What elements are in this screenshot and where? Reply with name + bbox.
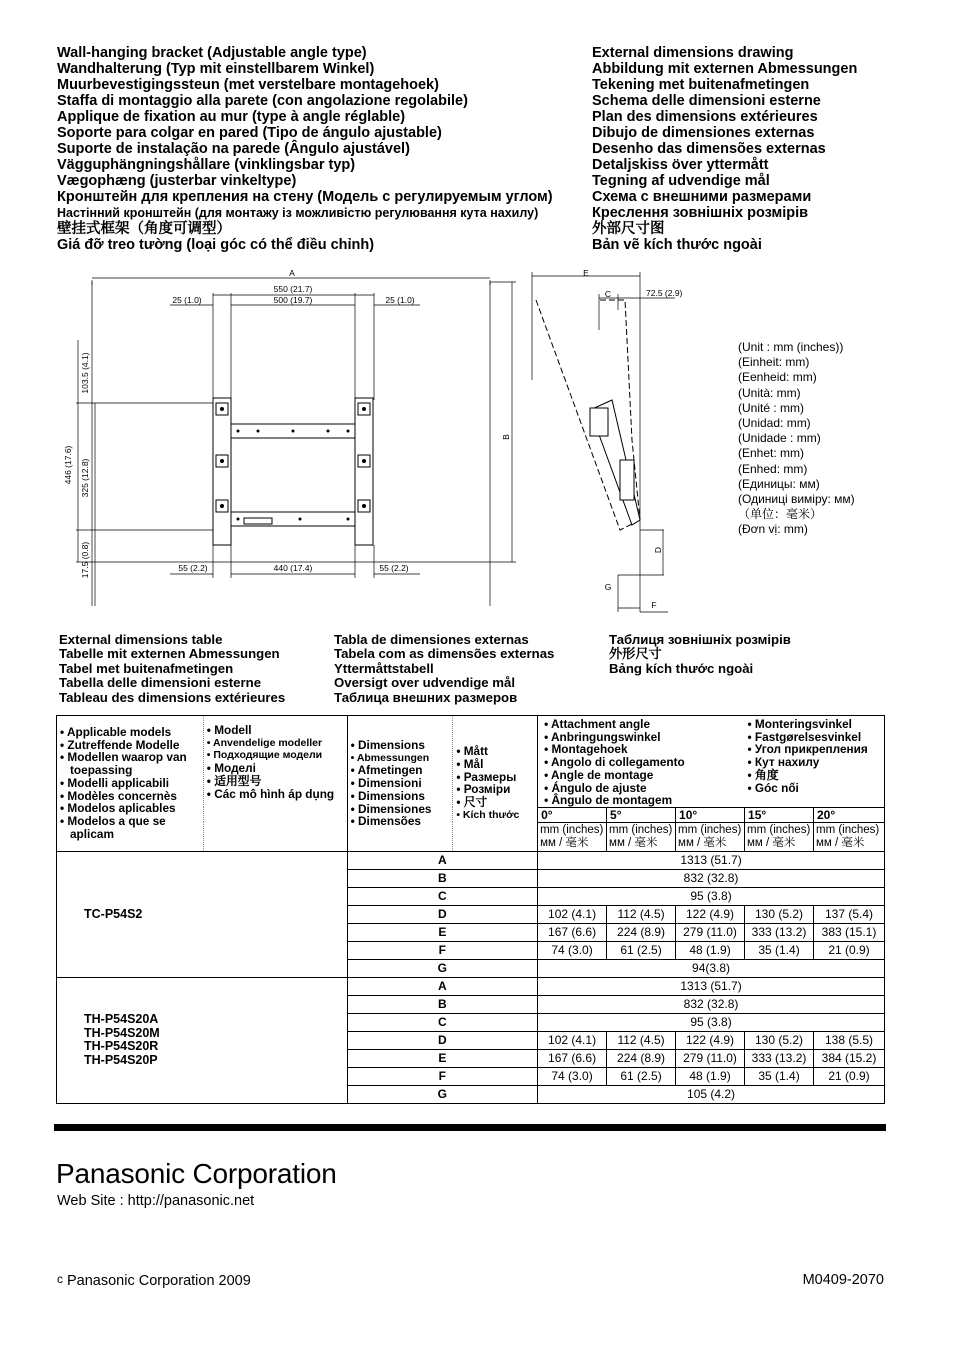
dimension-value: 105 (4.2) <box>538 1085 885 1103</box>
dimension-letter: B <box>347 869 537 887</box>
side-label-72: 72.5 (2.9) <box>646 288 683 298</box>
applicable-list-item: • Modelos aplicables <box>60 801 176 816</box>
title-left-line: Vägguphängningshållare (vinklingsbar typ) <box>57 157 356 173</box>
dim-label-25-left: 25 (1.0) <box>172 295 202 305</box>
dimension-value: 333 (13.2) <box>745 1049 814 1067</box>
dim-list-item: • Abmessungen <box>350 751 430 764</box>
attach-left-item: • Montagehoek <box>544 742 628 757</box>
model-list-item: • Моделі <box>206 761 256 776</box>
ext2-line: Таблица внешних размеров <box>334 689 518 705</box>
title-left-line: Applique de fixation au mur (type à angle réglable) <box>57 109 406 125</box>
dimension-letter: E <box>347 923 537 941</box>
title-right-line: External dimensions drawing <box>592 45 794 61</box>
title-right-line: Креслення зовнішніх розмірів <box>592 205 809 221</box>
applicable-list-item: • Modellen waarop van <box>60 750 187 765</box>
website-text: Web Site : http://panasonic.net <box>57 1193 255 1209</box>
dimension-value: 112 (4.5) <box>607 1031 676 1049</box>
dimension-value: 279 (11.0) <box>676 923 745 941</box>
title-left-line: 壁挂式框架（角度可调型） <box>57 221 231 237</box>
dim-label-325: 325 (12.8) <box>80 458 90 498</box>
dimension-value: 61 (2.5) <box>607 1067 676 1085</box>
attach-right-item: • Fastgørelsesvinkel <box>747 729 862 744</box>
applicable-list-item: aplicam <box>70 826 114 841</box>
model-name: TH-P54S20A <box>84 1012 159 1027</box>
unit-line-2: мм / 毫米 <box>816 836 865 849</box>
dimension-value: 95 (3.8) <box>538 1013 885 1031</box>
dimension-letter: G <box>347 959 537 977</box>
units-line: (Enhet: mm) <box>738 446 805 461</box>
dimension-value: 1313 (51.7) <box>538 977 885 995</box>
attach-right-item: • Кут нахилу <box>747 755 820 770</box>
dimension-value: 48 (1.9) <box>676 941 745 959</box>
model-list-item: • Anvendelige modeller <box>206 736 323 749</box>
ext2-line: Yttermåttstabell <box>334 660 434 676</box>
dimension-value: 102 (4.1) <box>538 905 607 923</box>
dimension-letter: C <box>347 887 537 905</box>
units-line: (Unidade : mm) <box>738 431 821 446</box>
dimension-value: 35 (1.4) <box>745 941 814 959</box>
ext2-line: Tabla de dimensiones externas <box>334 632 529 647</box>
model-list-item: • 适用型号 <box>206 773 262 788</box>
units-line: (Unidad: mm) <box>738 416 811 431</box>
dimension-value: 61 (2.5) <box>607 941 676 959</box>
matt-header <box>453 716 538 852</box>
dim-label-440: 440 (17.4) <box>273 563 313 573</box>
ext1-line: Tabelle mit externen Abmessungen <box>59 646 280 662</box>
dim-label-a: A <box>289 268 295 278</box>
ext3-line: Bảng kích thước ngoài <box>609 660 754 676</box>
unit-cell <box>607 822 676 851</box>
model-name: TH-P54S20M <box>84 1025 160 1040</box>
matt-list-item: • Розміри <box>456 782 511 797</box>
matt-list-item: • Kích thước <box>456 808 520 821</box>
units-line: (Đơn vị: mm) <box>738 522 808 537</box>
dimension-value: 21 (0.9) <box>814 1067 885 1085</box>
side-label-g: G <box>604 582 612 592</box>
title-left-line: Staffa di montaggio alla parete (con angolazione regolabile) <box>57 93 468 109</box>
dimension-letter: E <box>347 1049 537 1067</box>
title-left-line: Кронштейн для крепления на стену (Модель с регулируемым углом) <box>57 189 553 205</box>
applicable-models-header <box>57 716 204 852</box>
units-line: (Unité : mm) <box>738 400 804 415</box>
dimension-value: 130 (5.2) <box>745 905 814 923</box>
matt-list-item: • Размеры <box>456 769 517 784</box>
angle-header-cell: 5° <box>607 807 676 822</box>
angle-header-cell: 10° <box>676 807 745 822</box>
title-right-line: Schema delle dimensioni esterne <box>592 93 821 109</box>
copyright-text: Panasonic Corporation 2009 <box>67 1273 251 1289</box>
dimension-value: 94(3.8) <box>538 959 885 977</box>
dimension-letter: D <box>347 905 537 923</box>
title-right-line: Abbildung mit externen Abmessungen <box>592 61 858 77</box>
unit-line-2: мм / 毫米 <box>747 836 796 849</box>
dimension-value: 384 (15.2) <box>814 1049 885 1067</box>
title-left-line: Muurbevestigingssteun (met verstelbare montagehoek) <box>57 77 439 93</box>
dimension-value: 21 (0.9) <box>814 941 885 959</box>
applicable-list-item: toepassing <box>70 763 133 778</box>
matt-list-item: • Mål <box>456 757 484 772</box>
unit-cell <box>676 822 745 851</box>
brand-logo: Panasonic Corporation <box>56 1158 337 1189</box>
title-left-line: Wandhalterung (Typ mit einstellbarem Winkel) <box>57 61 375 77</box>
title-left-line: Soporte para colgar en pared (Tipo de ángulo ajustable) <box>57 125 442 141</box>
dimension-value: 224 (8.9) <box>607 1049 676 1067</box>
ext2-line: Oversigt over udvendige mål <box>334 675 516 691</box>
title-right-line: Detaljskiss över yttermått <box>592 157 769 173</box>
table-titles-col-3 <box>609 633 791 676</box>
title-block-left <box>57 45 587 253</box>
model-name: TH-P54S20R <box>84 1039 159 1054</box>
unit-cell <box>745 822 814 851</box>
dimension-letter: D <box>347 1031 537 1049</box>
dim-list-item: • Dimensiones <box>350 801 432 816</box>
dim-label-446: 446 (17.6) <box>63 445 73 485</box>
units-line: (Единицы: мм) <box>738 476 820 491</box>
model-name-cell <box>57 977 348 1103</box>
title-right-line: Схема с внешними размерами <box>592 189 812 205</box>
dimension-letter: G <box>347 1085 537 1103</box>
model-list-item: • Modell <box>206 723 252 737</box>
attach-right-item: • Góc nối <box>747 780 799 795</box>
angle-header-cell: 20° <box>814 807 885 822</box>
dim-label-55-left: 55 (2.2) <box>178 563 208 573</box>
applicable-list-item: • Applicable models <box>60 725 172 739</box>
title-block-right <box>592 45 922 253</box>
angle-header-cell: 15° <box>745 807 814 822</box>
applicable-list-item: • Modelli applicabili <box>60 775 170 790</box>
model-name-cell <box>57 851 348 977</box>
ext1-line: Tableau des dimensions extérieures <box>59 689 286 705</box>
dimension-value: 102 (4.1) <box>538 1031 607 1049</box>
units-legend <box>738 340 855 538</box>
attach-right-item: • Monteringsvinkel <box>747 717 852 731</box>
model-header <box>203 716 347 852</box>
ext1-line: Tabella delle dimensioni esterne <box>59 675 262 691</box>
units-line: （单位：毫米） <box>738 507 823 522</box>
unit-line-2: мм / 毫米 <box>678 836 727 849</box>
dim-list-item: • Dimensioni <box>350 776 422 791</box>
dimension-value: 95 (3.8) <box>538 887 885 905</box>
dimension-value: 74 (3.0) <box>538 941 607 959</box>
units-line: (Enhed: mm) <box>738 461 808 476</box>
dim-label-17: 17.5 (0.8) <box>80 541 90 579</box>
dimension-value: 138 (5.5) <box>814 1031 885 1049</box>
units-line: (Einheit: mm) <box>738 355 810 370</box>
unit-line-1: mm (inches) <box>540 823 604 836</box>
dimension-value: 224 (8.9) <box>607 923 676 941</box>
ext2-line: Tabela com as dimensões externas <box>334 646 555 662</box>
unit-line-1: mm (inches) <box>609 823 673 836</box>
table-row <box>57 851 885 869</box>
side-label-c: C <box>604 289 612 299</box>
dimension-value: 137 (5.4) <box>814 905 885 923</box>
units-line: (Unità: mm) <box>738 385 801 400</box>
dimension-letter: C <box>347 1013 537 1031</box>
attach-right-item: • 角度 <box>747 767 779 782</box>
side-label-e: E <box>583 268 589 278</box>
dimension-letter: F <box>347 1067 537 1085</box>
dimension-value: 112 (4.5) <box>607 905 676 923</box>
title-left-line: Suporte de instalação na parede (Ângulo ajustável) <box>57 141 410 157</box>
ext1-line: External dimensions table <box>59 632 223 647</box>
dimension-letter: B <box>347 995 537 1013</box>
dimension-value: 333 (13.2) <box>745 923 814 941</box>
table-titles-col-2 <box>334 633 554 705</box>
dimension-value: 383 (15.1) <box>814 923 885 941</box>
table-row <box>57 977 885 995</box>
dim-list-item: • Afmetingen <box>350 763 423 778</box>
angle-header-cell: 0° <box>538 807 607 822</box>
title-right-line: Dibujo de dimensiones externas <box>592 125 815 141</box>
dimension-value: 35 (1.4) <box>745 1067 814 1085</box>
dim-label-25-right: 25 (1.0) <box>385 295 415 305</box>
title-right-line: Plan des dimensions extérieures <box>592 109 818 125</box>
attach-left-item: • Angle de montage <box>544 767 654 782</box>
title-left-line: Giá đỡ treo tường (loại góc có thể điều chỉnh) <box>57 237 375 253</box>
matt-list-item: • 尺寸 <box>456 795 488 810</box>
dimension-letter: A <box>347 851 537 869</box>
dimensions-header <box>347 716 453 852</box>
title-right-line: 外部尺寸图 <box>592 221 665 237</box>
units-line: (Одиниці виміру: мм) <box>738 492 855 507</box>
model-name: TH-P54S20P <box>84 1052 158 1067</box>
table-titles-col-1 <box>59 633 285 705</box>
unit-cell <box>814 822 885 851</box>
applicable-list-item: • Modèles concernès <box>60 788 177 803</box>
model-name: TC-P54S2 <box>84 906 143 921</box>
applicable-list-item: • Modelos a que se <box>60 813 166 828</box>
unit-line-1: mm (inches) <box>678 823 742 836</box>
dim-label-500: 500 (19.7) <box>273 295 313 305</box>
unit-cell <box>538 822 607 851</box>
dim-list-item: • Dimensões <box>350 814 421 829</box>
dimension-value: 279 (11.0) <box>676 1049 745 1067</box>
side-label-f: F <box>651 600 657 610</box>
matt-list-item: • Mått <box>456 744 488 759</box>
front-dimensions-drawing <box>63 262 530 617</box>
attachment-angle-header-2 <box>745 716 885 808</box>
dim-label-103: 103.5 (4.1) <box>80 352 90 394</box>
document-code: M0409-2070 <box>802 1272 884 1288</box>
model-list-item: • Các mô hình áp dụng <box>206 786 335 801</box>
unit-line-2: мм / 毫米 <box>540 836 589 849</box>
dimension-value: 1313 (51.7) <box>538 851 885 869</box>
units-line: (Eenheid: mm) <box>738 370 817 385</box>
copyright <box>57 1272 251 1289</box>
units-line: (Unit : mm (inches)) <box>738 340 844 354</box>
dimension-value: 832 (32.8) <box>538 869 885 887</box>
dim-label-550: 550 (21.7) <box>273 284 313 294</box>
title-right-line: Tegning af udvendige mål <box>592 173 770 189</box>
attach-left-item: • Angolo di collegamento <box>544 755 685 770</box>
attach-left-item: • Ângulo de montagem <box>544 793 673 808</box>
dimension-value: 130 (5.2) <box>745 1031 814 1049</box>
title-left-line: Vægophæng (justerbar vinkeltype) <box>57 173 297 189</box>
title-right-line: Desenho das dimensões externas <box>592 141 826 157</box>
side-dimensions-drawing <box>526 262 696 617</box>
model-list-item: • Подходящие модели <box>206 749 323 762</box>
dimension-value: 167 (6.6) <box>538 923 607 941</box>
title-right-line: Bản vẽ kích thước ngoài <box>592 237 762 253</box>
attachment-angle-header <box>538 716 745 808</box>
unit-line-1: mm (inches) <box>816 823 880 836</box>
dimension-value: 832 (32.8) <box>538 995 885 1013</box>
ext1-line: Tabel met buitenafmetingen <box>59 660 234 676</box>
dimension-letter: F <box>347 941 537 959</box>
ext3-line: 外形尺寸 <box>609 646 662 662</box>
dimensions-table <box>56 715 885 1104</box>
title-right-line: Tekening met buitenafmetingen <box>592 77 810 93</box>
unit-line-2: мм / 毫米 <box>609 836 658 849</box>
dim-list-item: • Dimensions <box>350 788 425 803</box>
ext3-line: Таблиця зовнішніх розмірів <box>609 632 791 647</box>
applicable-list-item: • Zutreffende Modelle <box>60 737 180 752</box>
title-left-line: Wall-hanging bracket (Adjustable angle type) <box>57 45 367 61</box>
attach-left-item: • Anbringungswinkel <box>544 729 661 744</box>
title-left-line: Настінний кронштейн (для монтажу із можливістю регулювання кута нахилу) <box>57 206 539 220</box>
dimension-value: 122 (4.9) <box>676 905 745 923</box>
footer-divider <box>54 1124 886 1131</box>
unit-line-1: mm (inches) <box>747 823 811 836</box>
dimension-value: 122 (4.9) <box>676 1031 745 1049</box>
attach-left-item: • Ángulo de ajuste <box>544 780 647 795</box>
copyright-symbol: c <box>57 1272 63 1286</box>
dim-list-item: • Dimensions <box>350 738 425 752</box>
attach-right-item: • Угол прикрепления <box>747 742 868 757</box>
dimension-value: 74 (3.0) <box>538 1067 607 1085</box>
dimension-value: 48 (1.9) <box>676 1067 745 1085</box>
dim-label-b: B <box>501 434 511 440</box>
attach-left-item: • Attachment angle <box>544 717 651 731</box>
side-label-d: D <box>653 546 663 554</box>
dim-label-55-right: 55 (2.2) <box>379 563 409 573</box>
dimension-letter: A <box>347 977 537 995</box>
dimension-value: 167 (6.6) <box>538 1049 607 1067</box>
